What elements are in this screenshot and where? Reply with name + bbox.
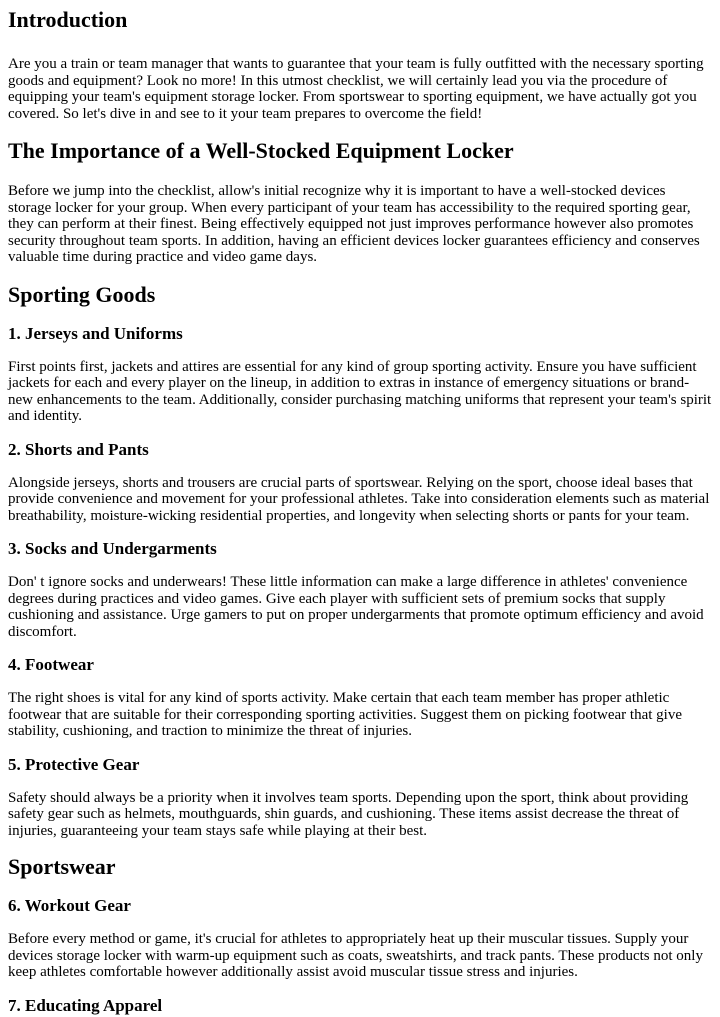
paragraph-shorts-pants: Alongside jerseys, shorts and trousers are crucial parts of sportswear. Relying on the sport, choose ideal bases that provide convenience and movement for your professional athletes. Take into consideration elements such as material breathability, moisture-wicking residential properties, and longevity when selecting shorts or pants for your team. [8, 474, 710, 524]
paragraph-protective-gear: Safety should always be a priority when it involves team sports. Depending upon the sport, think about providing safety gear such as helmets, mouthguards, shin guards, and cushioning. These items assist decrease the threat of injuries, guaranteeing your team stays safe while playing at their best. [8, 789, 689, 839]
heading-sportswear: Sportswear [8, 854, 116, 879]
subheading-educating-apparel: 7. Educating Apparel [8, 995, 163, 1015]
subheading-footwear: 4. Footwear [8, 655, 94, 674]
heading-introduction: Introduction [8, 7, 128, 32]
subheading-shorts-pants: 2. Shorts and Pants [8, 439, 149, 459]
paragraph-jerseys-uniforms: First points first, jackets and attires are essential for any kind of group sporting activity. Ensure you have sufficient jackets for each and every player on the lineup, in addition to extras in instance of emergency situations or brand-new enhancements to the team. Additionally, consider purchasing matching uniforms that represent your team's spirit and identity. [8, 358, 712, 424]
subheading-workout-gear: 6. Workout Gear [8, 896, 131, 915]
subheading-jerseys-uniforms: 1. Jerseys and Uniforms [8, 323, 183, 343]
heading-sporting-goods: Sporting Goods [8, 281, 156, 307]
paragraph-socks-undergarments: Don' t ignore socks and underwears! These little information can make a large difference in athletes' convenience degrees during practices and video games. Give each player with sufficient sets of premium socks that supply cushioning and assistance. Urge gamers to put on proper undergarments that promote optimum efficiency and avoid discomfort. [8, 574, 704, 640]
paragraph-workout-gear: Before every method or game, it's crucial for athletes to appropriately heat up their muscular tissues. Supply your devices storage locker with warm-up equipment such as coats, sweatshirts, and track pants. These products not only keep athletes comfortable however additionally assist avoid muscular tissue stress and injuries. [8, 931, 703, 980]
article [0, 7, 720, 1016]
paragraph-importance: Before we jump into the checklist, allow's initial recognize why it is important to have a well-stocked devices storage locker for your group. When every participant of your team has accessibility to the required sporting gear, they can perform at their finest. Being effectively equipped not just improves performance however also promotes security throughout team sports. In addition, having an efficient devices locker guarantees efficiency and conserves valuable time during practice and video game days. [8, 183, 700, 265]
heading-importance: The Importance of a Well-Stocked Equipment Locker [8, 138, 514, 163]
subheading-protective-gear: 5. Protective Gear [8, 754, 140, 774]
subheading-socks-undergarments: 3. Socks and Undergarments [8, 539, 217, 558]
paragraph-footwear: The right shoes is vital for any kind of sports activity. Make certain that each team member has proper athletic footwear that are suitable for their corresponding sporting activities. Suggest them on picking footwear that give stability, cushioning, and traction to minimize the threat of injuries. [8, 690, 682, 739]
paragraph-introduction: Are you a train or team manager that wants to guarantee that your team is fully outfitted with the necessary sporting goods and equipment? Look no more! In this utmost checklist, we will certainly lead you via the procedure of equipping your team's equipment storage locker. From sportswear to sporting equipment, we have actually got you covered. So let's dive in and see to it your team prepares to overcome the field! [8, 56, 704, 122]
